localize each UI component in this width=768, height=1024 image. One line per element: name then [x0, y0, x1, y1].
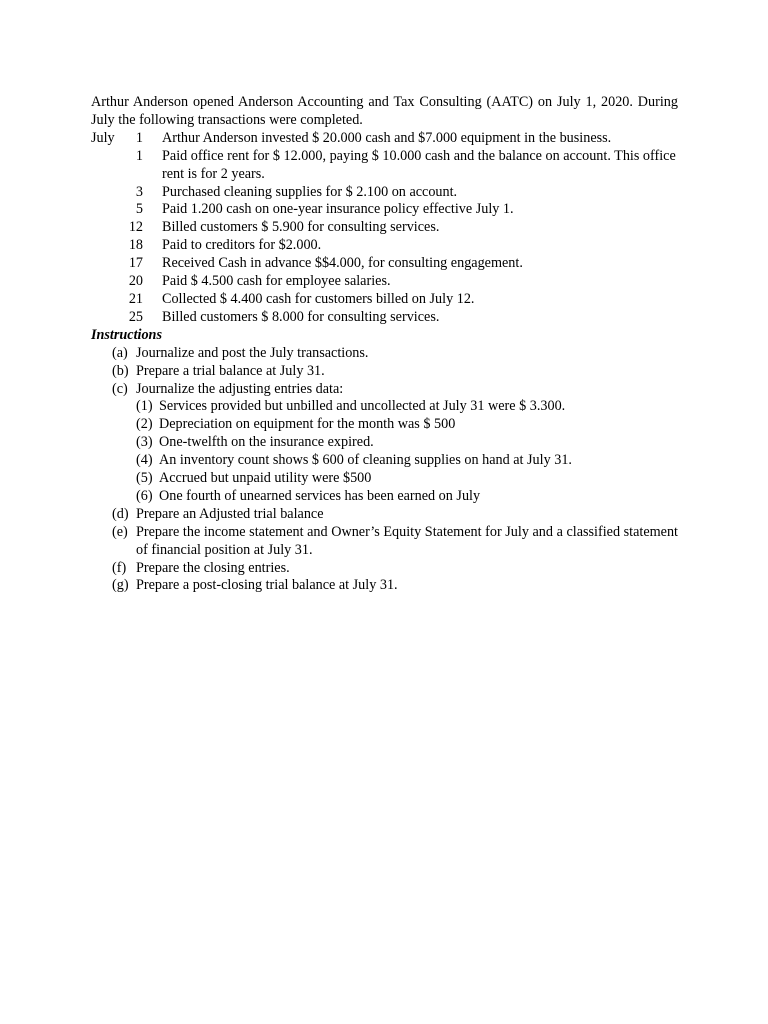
transaction-day: 18 — [128, 237, 143, 254]
instruction-label: (f) — [112, 559, 127, 576]
adjusting-entry-label: (4) — [136, 452, 153, 469]
adjusting-entry-text: One-twelfth on the insurance expired. — [159, 434, 374, 451]
transaction-row — [91, 184, 678, 202]
instruction-text: Prepare the income statement and Owner’s Equity Statement for July and a classified statement of financial position at July 31. — [136, 523, 678, 558]
adjusting-entry-text: Depreciation on equipment for the month was $ 500 — [159, 416, 456, 433]
transaction-list — [91, 130, 678, 327]
transaction-day: 12 — [128, 219, 143, 236]
instructions-list — [91, 345, 678, 596]
transaction-description: Collected $ 4.400 cash for customers billed on July 12. — [162, 290, 475, 307]
adjusting-entry-label: (5) — [136, 470, 153, 487]
transaction-day: 3 — [135, 183, 143, 200]
instruction-label: (c) — [112, 380, 128, 397]
transaction-row — [91, 130, 678, 148]
instruction-item-a — [112, 345, 678, 363]
transaction-row — [91, 201, 678, 219]
instruction-text: Prepare a trial balance at July 31. — [136, 362, 325, 379]
adjusting-entry-text: Accrued but unpaid utility were $500 — [159, 470, 372, 487]
instruction-label: (e) — [112, 523, 128, 540]
transaction-description: Paid $ 4.500 cash for employee salaries. — [162, 273, 391, 290]
instruction-item-d — [112, 506, 678, 524]
instruction-label: (d) — [112, 505, 129, 522]
transaction-row — [91, 273, 678, 291]
transaction-day: 5 — [135, 201, 143, 218]
adjusting-entry-text: An inventory count shows $ 600 of cleaning supplies on hand at July 31. — [159, 452, 572, 469]
transaction-row — [91, 291, 678, 309]
adjusting-entry-label: (6) — [136, 487, 153, 504]
transaction-day: 1 — [135, 147, 143, 164]
adjusting-entry-item — [136, 434, 678, 452]
instructions-heading: Instructions — [91, 326, 162, 343]
transaction-day: 21 — [128, 290, 143, 307]
transaction-description: Paid to creditors for $2.000. — [162, 237, 322, 254]
instruction-item-e — [112, 524, 678, 560]
transaction-row — [91, 148, 678, 184]
document-body — [91, 94, 678, 595]
adjusting-entry-label: (3) — [136, 434, 153, 451]
transaction-description: Purchased cleaning supplies for $ 2.100 on account. — [162, 183, 458, 200]
transaction-day: 1 — [135, 129, 143, 146]
transaction-row — [91, 237, 678, 255]
adjusting-entry-label: (2) — [136, 416, 153, 433]
instruction-text: Prepare the closing entries. — [136, 559, 290, 576]
adjusting-entry-label: (1) — [136, 398, 153, 415]
transaction-row — [91, 309, 678, 327]
transaction-day: 20 — [128, 273, 143, 290]
adjusting-entry-item — [136, 398, 678, 416]
adjusting-entry-item — [136, 416, 678, 434]
instruction-label: (g) — [112, 577, 129, 594]
instruction-text: Journalize the adjusting entries data: — [136, 380, 344, 397]
transaction-row — [91, 255, 678, 273]
instruction-item-b — [112, 363, 678, 381]
transaction-description: Arthur Anderson invested $ 20.000 cash and $7.000 equipment in the business. — [162, 129, 612, 146]
transaction-description: Billed customers $ 8.000 for consulting services. — [162, 308, 440, 325]
adjusting-entry-text: One fourth of unearned services has been earned on July — [159, 487, 481, 504]
instruction-text: Journalize and post the July transactions. — [136, 344, 369, 361]
instruction-label: (b) — [112, 362, 129, 379]
transaction-description: Paid 1.200 cash on one-year insurance policy effective July 1. — [162, 201, 514, 218]
instruction-text: Prepare a post-closing trial balance at July 31. — [136, 577, 398, 594]
instruction-label: (a) — [112, 344, 128, 361]
instruction-item-c — [112, 381, 678, 399]
adjusting-entry-item — [136, 470, 678, 488]
adjusting-entry-item — [136, 488, 678, 506]
transaction-day: 17 — [128, 255, 143, 272]
transaction-description: Paid office rent for $ 12.000, paying $ 10.000 cash and the balance on account. This office rent is for 2 years. — [162, 147, 676, 182]
transaction-description: Billed customers $ 5.900 for consulting services. — [162, 219, 440, 236]
instruction-text: Prepare an Adjusted trial balance — [136, 505, 324, 522]
instruction-item-f — [112, 560, 678, 578]
instruction-item-g — [112, 577, 678, 595]
adjusting-entry-item — [136, 452, 678, 470]
transaction-description: Received Cash in advance $$4.000, for consulting engagement. — [162, 255, 523, 272]
transaction-day: 25 — [128, 308, 143, 325]
intro-paragraph: Arthur Anderson opened Anderson Accounting and Tax Consulting (AATC) on July 1, 2020. During July the following transactions were completed. — [91, 94, 678, 128]
adjusting-entries-list — [91, 398, 678, 505]
transaction-row — [91, 219, 678, 237]
adjusting-entry-text: Services provided but unbilled and uncollected at July 31 were $ 3.300. — [159, 398, 566, 415]
transaction-month: July — [91, 129, 115, 146]
